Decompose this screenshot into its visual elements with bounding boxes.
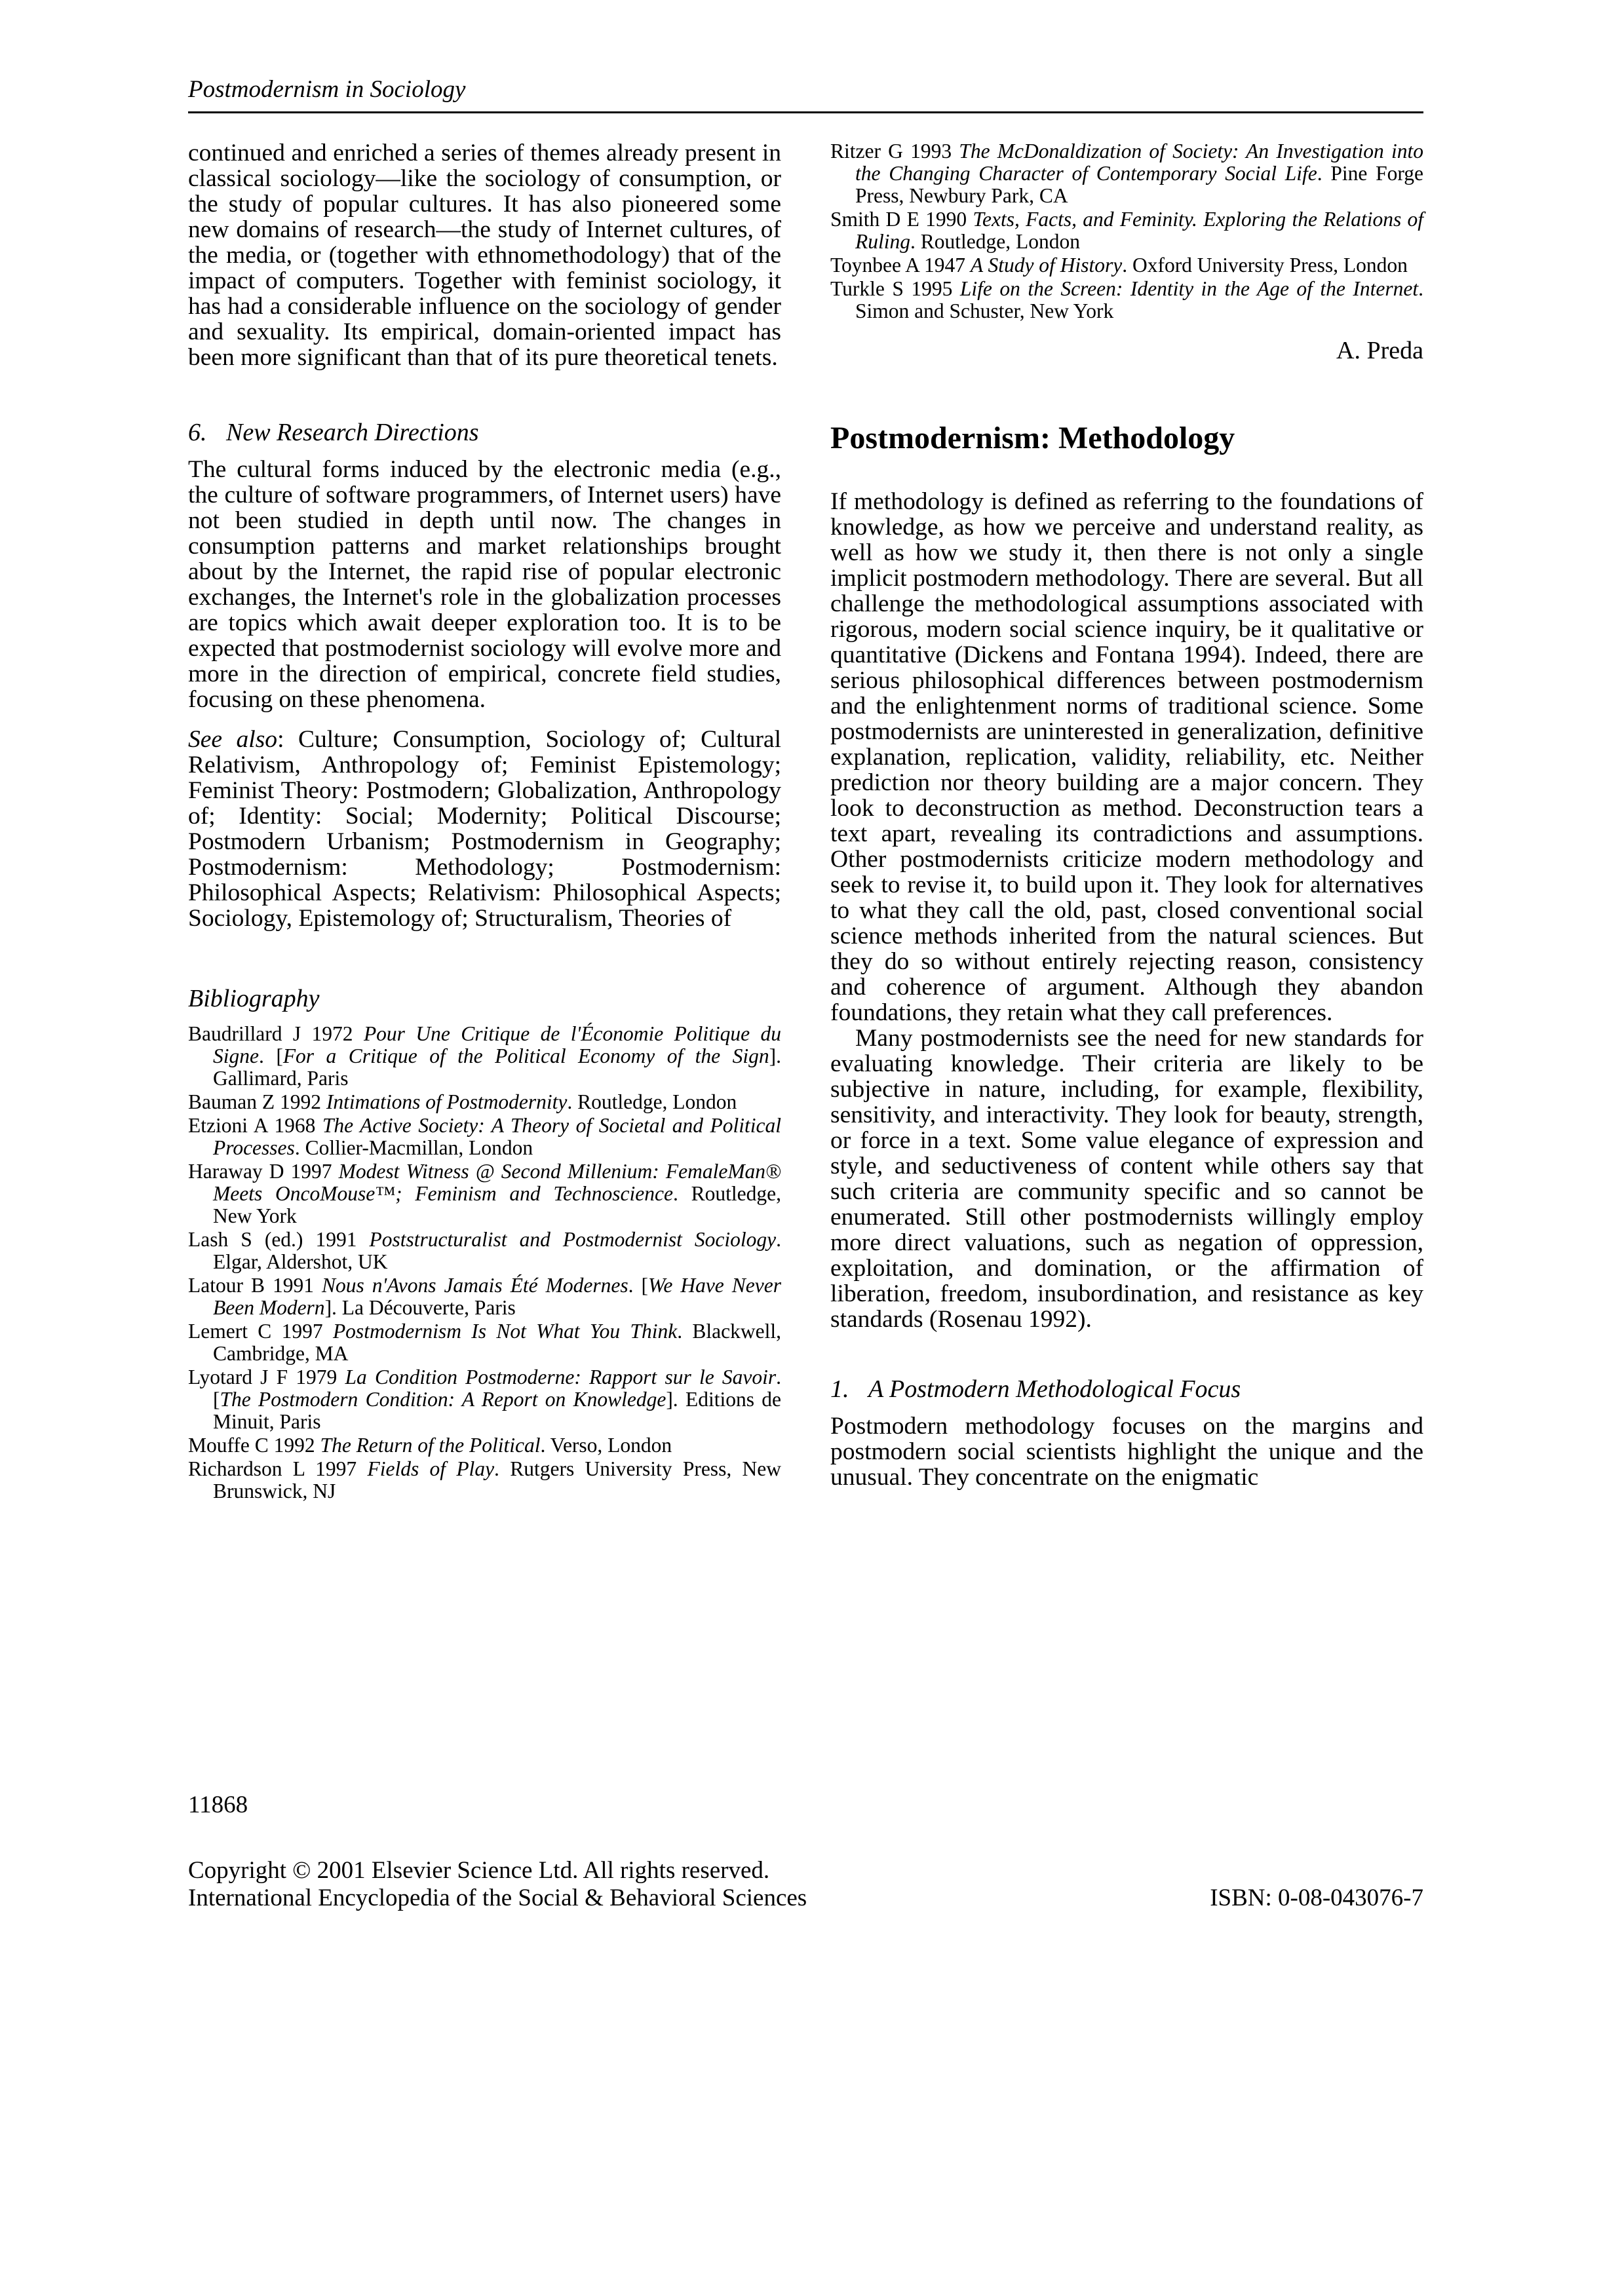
footer-copyright: Copyright © 2001 Elsevier Science Ltd. All rights reserved.: [188, 1857, 770, 1884]
section-1-number: 1.: [830, 1375, 849, 1403]
bib-entry: Richardson L 1997 Fields of Play. Rutgers University Press, New Brunswick, NJ: [188, 1457, 781, 1502]
section-6-heading: [188, 417, 781, 448]
bib-entry: Bauman Z 1992 Intimations of Postmodernity. Routledge, London: [188, 1090, 737, 1113]
bib-entry: Latour B 1991 Nous n'Avons Jamais Été Modernes. [We Have Never Been Modern]. La Découverte, Paris: [188, 1274, 781, 1319]
bib-entry: Lash S (ed.) 1991 Poststructuralist and Postmodernist Sociology. Elgar, Aldershot, UK: [188, 1228, 781, 1273]
footer-publication: International Encyclopedia of the Social & Behavioral Sciences: [188, 1885, 807, 1911]
header-rule: [188, 111, 1423, 113]
bib-entry: Lemert C 1997 Postmodernism Is Not What You Think. Blackwell, Cambridge, MA: [188, 1320, 781, 1365]
see-also-text: : Culture; Consumption, Sociology of; Cultural Relativism, Anthropology of; Feminist Epistemology; Feminist Theory: Postmodern; Globalization, Anthropology of; Identity: Social; Modernity; Political Discourse; Postmodern Urbanism; Postmodernism in Geography; Postmodernism: Methodology; Postmodernism: Philosophical Aspects; Relativism: Philosophical Aspects; Sociology, Epistemology of; Structuralism, Theories of: [188, 726, 781, 932]
bib-entry: Lyotard J F 1979 La Condition Postmoderne: Rapport sur le Savoir. [The Postmodern Condition: A Report on Knowledge]. Editions de Minuit, Paris: [188, 1366, 781, 1433]
section-6-paragraph: The cultural forms induced by the electronic media (e.g., the culture of software programmers, of Internet users) have not been studied in depth until now. The changes in consumption patterns and market relationships brought about by the Internet, the rapid rise of popular electronic exchanges, the Internet's role in the globalization processes are topics which await deeper exploration too. It is to be expected that postmodernist sociology will evolve more and more in the direction of empirical, concrete field studies, focusing on these phenomena.: [188, 456, 781, 713]
bib-entry: Mouffe C 1992 The Return of the Political. Verso, London: [188, 1434, 672, 1457]
running-head: Postmodernism in Sociology: [188, 76, 466, 103]
footer-isbn: ISBN: 0-08-043076-7: [1210, 1885, 1423, 1911]
right-column: [830, 140, 1423, 1490]
bib-entry: Ritzer G 1993 The McDonaldization of Society: An Investigation into the Changing Character of Contemporary Social Life. Pine Forge Press, Newbury Park, CA: [830, 140, 1423, 207]
bibliography-list-left: [188, 1023, 781, 1502]
section-1-title: A Postmodern Methodological Focus: [868, 1375, 1241, 1403]
section-6-title: New Research Directions: [226, 419, 479, 446]
see-also-paragraph: [188, 727, 781, 931]
left-column: [188, 140, 781, 1504]
methodology-paragraph-2: Many postmodernists see the need for new standards for evaluating knowledge. Their criteria are likely to be subjective in nature, including, for example, flexibility, sensitivity, and interactivity. They look for beauty, strength, or force in a text. Some value elegance of expression and style, and seductiveness of content while others say that such criteria are community specific and so cannot be enumerated. Still other postmodernists willingly employ more direct valuations, such as negation of oppression, exploitation, and domination, or the affirmation of liberation, freedom, insubordination, and resistance as key standards (Rosenau 1992).: [830, 1025, 1423, 1333]
section-6-number: 6.: [188, 419, 207, 446]
methodology-paragraph-3: Postmodern methodology focuses on the margins and postmodern social scientists highlight the unique and the unusual. They concentrate on the enigmatic: [830, 1413, 1423, 1491]
section-1-heading: [830, 1374, 1423, 1404]
bib-entry: Baudrillard J 1972 Pour Une Critique de l'Économie Politique du Signe. [For a Critique of the Political Economy of the Sign]. Gallimard, Paris: [188, 1022, 782, 1090]
intro-paragraph: continued and enriched a series of themes already present in classical sociology—like the sociology of consumption, or the study of popular cultures. It has also pioneered some new domains of research—the study of Internet cultures, of the media, or (together with ethnomethodology) that of the impact of computers. Together with feminist sociology, it has had a considerable influence on the sociology of gender and sexuality. Its empirical, domain-oriented impact has been more significant than that of its pure theoretical tenets.: [188, 140, 781, 371]
article-author-signature: A. Preda: [1336, 337, 1423, 364]
article-title: Postmodernism: Methodology: [830, 421, 1235, 455]
bib-entry: Etzioni A 1968 The Active Society: A Theory of Societal and Political Processes. Collier-Macmillan, London: [188, 1114, 781, 1159]
bib-entry: Toynbee A 1947 A Study of History. Oxford University Press, London: [830, 254, 1408, 277]
page-number: 11868: [188, 1791, 248, 1818]
footer: [188, 1857, 1423, 1912]
see-also-label: See also: [188, 726, 278, 753]
bibliography-list-right: [830, 140, 1423, 322]
bib-entry: Smith D E 1990 Texts, Facts, and Feminity. Exploring the Relations of Ruling. Routledge, London: [830, 208, 1423, 253]
bibliography-heading: Bibliography: [188, 985, 320, 1012]
methodology-paragraph-1: If methodology is defined as referring to the foundations of knowledge, as how we perceive and understand reality, as well as how we study it, then there is not only a single implicit postmodern methodology. There are several. But all challenge the methodological assumptions associated with rigorous, modern social science inquiry, be it qualitative or quantitative (Dickens and Fontana 1994). Indeed, there are serious philosophical differences between postmodernism and the enlightenment norms of traditional science. Some postmodernists are uninterested in generalization, definitive explanation, replication, validity, reliability, etc. Neither prediction nor theory building are a major concern. They look to deconstruction as method. Deconstruction tears a text apart, revealing its contradictions and assumptions. Other postmodernists criticize modern methodology and seek to revise it, to build upon it. They look for alternatives to what they call the old, past, closed conventional social science methods inherited from the natural sciences. But they do so without entirely rejecting reason, consistency and coherence of argument. Although they abandon foundations, they retain what they call preferences.: [830, 488, 1423, 1026]
bib-entry: Haraway D 1997 Modest Witness @ Second Millenium: FemaleMan® Meets OncoMouse™; Feminism and Technoscience. Routledge, New York: [188, 1160, 781, 1227]
bib-entry: Turkle S 1995 Life on the Screen: Identity in the Age of the Internet. Simon and Schuster, New York: [830, 277, 1423, 322]
